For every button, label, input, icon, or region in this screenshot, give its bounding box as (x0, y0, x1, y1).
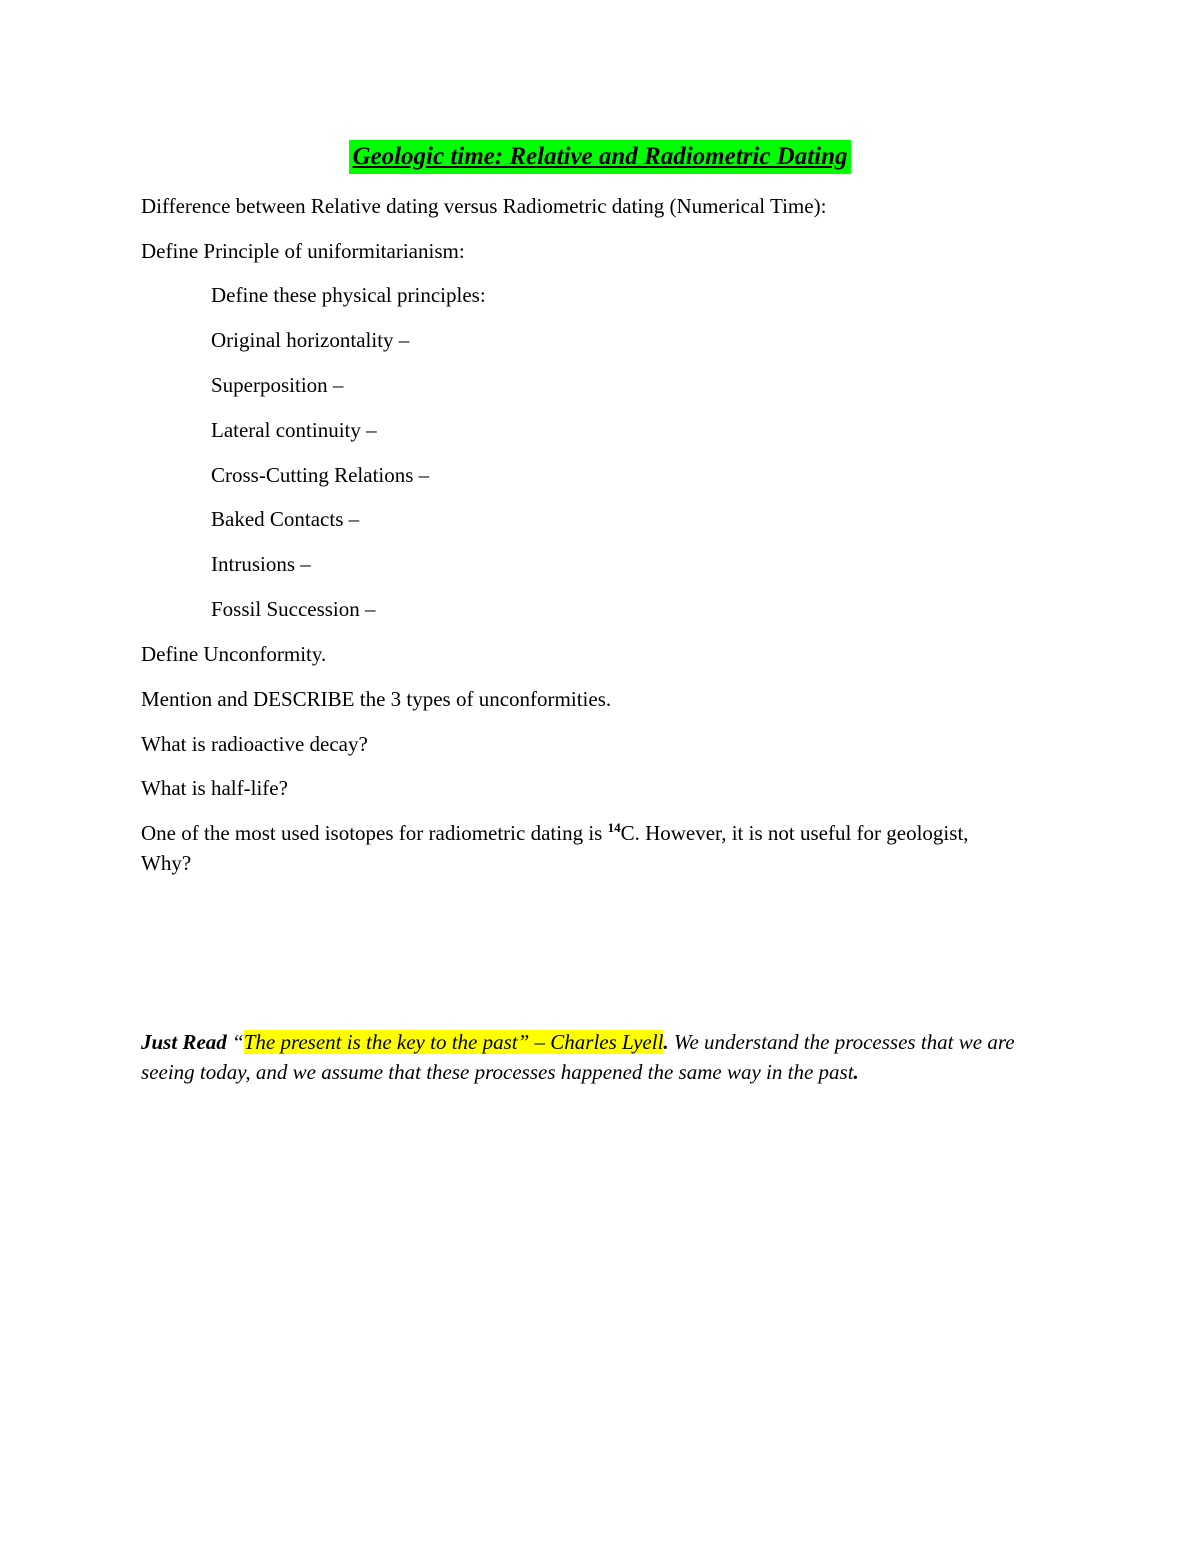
question-uniformitarianism: Define Principle of uniformitarianism: (141, 239, 465, 263)
isotope-mass-number: 14 (607, 820, 621, 835)
question-carbon-14 (141, 818, 1001, 878)
note-open-quote: “ (226, 1030, 244, 1054)
principle-item: Lateral continuity – (211, 418, 377, 442)
principle-item: Intrusions – (211, 552, 311, 576)
question-carbon-14-text-before: One of the most used isotopes for radiometric dating is (141, 821, 608, 845)
note-end: . (853, 1060, 859, 1084)
principle-item: Baked Contacts – (211, 507, 360, 531)
lyell-quote: The present is the key to the past” – Charles Lyell (243, 1030, 664, 1054)
question-relative-vs-radiometric: Difference between Relative dating versus Radiometric dating (Numerical Time): (141, 194, 827, 218)
principle-item: Superposition – (211, 373, 344, 397)
just-read-note (141, 1027, 1071, 1087)
question-unconformity-types: Mention and DESCRIBE the 3 types of unconformities. (141, 687, 612, 711)
title-container (0, 140, 1200, 174)
principle-item: Original horizontality – (211, 328, 410, 352)
principle-item: Cross-Cutting Relations – (211, 463, 430, 487)
note-body: We understand the processes that we are seeing today, and we assume that these processes happened the same way in the past (141, 1030, 1015, 1084)
question-radioactive-decay: What is radioactive decay? (141, 732, 368, 756)
page-title: Geologic time: Relative and Radiometric Dating (349, 140, 850, 174)
note-period: . (663, 1030, 669, 1054)
question-unconformity: Define Unconformity. (141, 642, 327, 666)
question-carbon-14-text-after: C. However, it is not useful for geologist, Why? (141, 821, 969, 875)
note-lead: Just Read (141, 1030, 227, 1054)
physical-principles-intro: Define these physical principles: (211, 283, 486, 307)
principle-item: Fossil Succession – (211, 597, 376, 621)
question-half-life: What is half-life? (141, 776, 288, 800)
